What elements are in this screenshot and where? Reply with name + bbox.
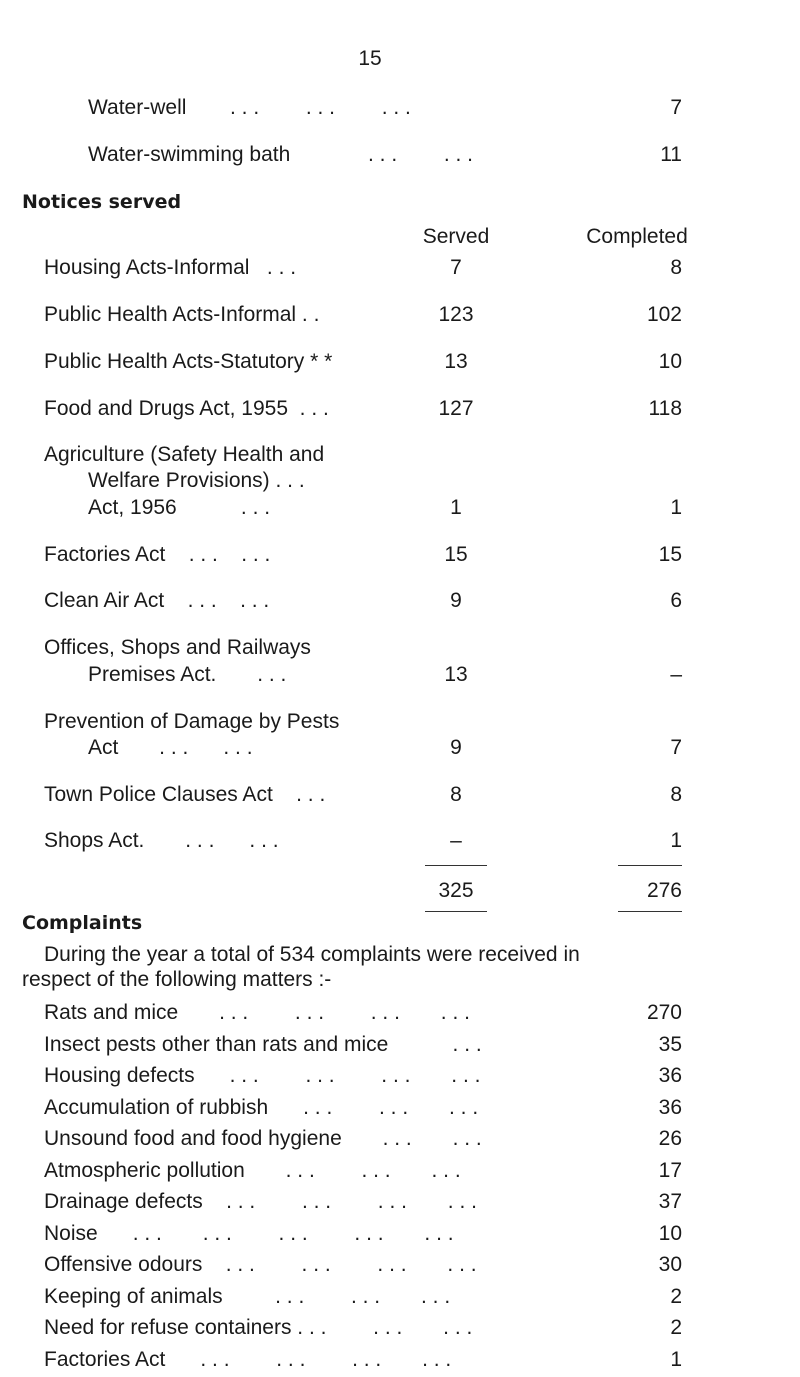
notice-row-served: 1 bbox=[450, 496, 462, 519]
page-number: 15 bbox=[358, 47, 382, 70]
complaint-row-label: Insect pests other than rats and mice . . . bbox=[44, 1033, 482, 1056]
notice-row-label: Prevention of Damage by Pests bbox=[44, 710, 340, 733]
complaints-intro-line2: respect of the following matters :- bbox=[22, 968, 332, 991]
notice-row-label: Housing Acts-Informal . . . bbox=[44, 256, 297, 279]
notice-row-label-line3: Act, 1956 . . . bbox=[88, 496, 271, 519]
served-total-rule-top bbox=[425, 865, 487, 866]
complaint-row-value: 2 bbox=[670, 1285, 682, 1308]
completed-total-rule-top bbox=[618, 865, 682, 866]
water-well-value: 7 bbox=[670, 96, 682, 119]
complaint-row-label: Need for refuse containers . . . . . . . . . bbox=[44, 1316, 473, 1339]
complaint-row-value: 26 bbox=[658, 1127, 682, 1150]
notice-row-served: 8 bbox=[450, 783, 462, 806]
notice-row-served: 9 bbox=[450, 736, 462, 759]
notice-row-served: 9 bbox=[450, 589, 462, 612]
complaint-row-value: 36 bbox=[658, 1064, 682, 1087]
complaint-row-label: Drainage defects . . . . . . . . . . . . bbox=[44, 1190, 477, 1213]
complaint-row-value: 36 bbox=[658, 1096, 682, 1119]
notice-row-served: – bbox=[450, 829, 462, 852]
complaint-row-value: 1 bbox=[670, 1348, 682, 1371]
water-swimming-bath-value: 11 bbox=[660, 143, 682, 166]
complaint-row-label: Factories Act . . . . . . . . . . . . bbox=[44, 1348, 452, 1371]
notice-row-label: Clean Air Act . . . . . . bbox=[44, 589, 270, 612]
complaint-row-value: 35 bbox=[658, 1033, 682, 1056]
complaint-row-label: Accumulation of rubbish . . . . . . . . . bbox=[44, 1096, 479, 1119]
notice-row-label: Shops Act. . . . . . . bbox=[44, 829, 279, 852]
notice-row-label: Factories Act . . . . . . bbox=[44, 543, 271, 566]
completed-column-header: Completed bbox=[586, 225, 688, 248]
served-column-header: Served bbox=[422, 225, 490, 248]
notice-row-served: 123 bbox=[438, 303, 474, 326]
notice-row-completed: 118 bbox=[648, 397, 682, 420]
notice-row-completed: 1 bbox=[670, 829, 682, 852]
completed-total-rule-bottom bbox=[618, 911, 682, 912]
notice-row-completed: 10 bbox=[658, 350, 682, 373]
served-total: 325 bbox=[438, 879, 474, 902]
complaint-row-label: Housing defects . . . . . . . . . . . . bbox=[44, 1064, 481, 1087]
complaint-row-label: Offensive odours . . . . . . . . . . . . bbox=[44, 1253, 477, 1276]
complaint-row-label: Atmospheric pollution . . . . . . . . . bbox=[44, 1159, 461, 1182]
notice-row-label-line2: Premises Act. . . . bbox=[88, 663, 287, 686]
complaint-row-label: Unsound food and food hygiene . . . . . . bbox=[44, 1127, 482, 1150]
notice-row-label-line2: Welfare Provisions) . . . bbox=[88, 469, 305, 492]
complaint-row-label: Noise . . . . . . . . . . . . . . . bbox=[44, 1222, 454, 1245]
complaint-row-value: 2 bbox=[670, 1316, 682, 1339]
complaint-row-value: 17 bbox=[658, 1159, 682, 1182]
notice-row-label: Public Health Acts-Informal . . bbox=[44, 303, 320, 326]
water-well-dots: . . . . . . . . . bbox=[230, 96, 411, 119]
served-total-rule-bottom bbox=[425, 911, 487, 912]
notice-row-completed: 15 bbox=[658, 543, 682, 566]
water-swimming-bath-dots: . . . . . . bbox=[368, 143, 474, 166]
water-well-label: Water-well bbox=[88, 96, 187, 119]
complaints-intro-line1: During the year a total of 534 complaints were received in bbox=[44, 943, 580, 966]
complaint-row-value: 270 bbox=[646, 1001, 682, 1024]
water-swimming-bath-label: Water-swimming bath bbox=[88, 143, 291, 166]
notice-row-label: Town Police Clauses Act . . . bbox=[44, 783, 326, 806]
notice-row-label: Food and Drugs Act, 1955 . . . bbox=[44, 397, 329, 420]
notice-row-completed: 8 bbox=[670, 256, 682, 279]
notice-row-label: Agriculture (Safety Health and bbox=[44, 443, 325, 466]
notice-row-label: Offices, Shops and Railways bbox=[44, 636, 311, 659]
complaint-row-label: Rats and mice . . . . . . . . . . . . bbox=[44, 1001, 470, 1024]
complaint-row-value: 37 bbox=[658, 1190, 682, 1213]
notice-row-label-line2: Act . . . . . . bbox=[88, 736, 253, 759]
notice-row-served: 13 bbox=[444, 663, 468, 686]
notice-row-served: 127 bbox=[438, 397, 474, 420]
complaints-heading: Complaints bbox=[22, 912, 143, 934]
notice-row-served: 15 bbox=[444, 543, 468, 566]
notice-row-served: 13 bbox=[444, 350, 468, 373]
notice-row-completed: 8 bbox=[670, 783, 682, 806]
notice-row-completed: 1 bbox=[670, 496, 682, 519]
complaint-row-value: 30 bbox=[658, 1253, 682, 1276]
notice-row-completed: 7 bbox=[670, 736, 682, 759]
notices-heading: Notices served bbox=[22, 191, 182, 213]
complaint-row-label: Keeping of animals . . . . . . . . . bbox=[44, 1285, 451, 1308]
complaint-row-value: 10 bbox=[658, 1222, 682, 1245]
notice-row-label: Public Health Acts-Statutory * * bbox=[44, 350, 333, 373]
notice-row-completed: 102 bbox=[646, 303, 682, 326]
notice-row-served: 7 bbox=[450, 256, 462, 279]
completed-total: 276 bbox=[646, 879, 682, 902]
notice-row-completed: – bbox=[670, 663, 682, 686]
notice-row-completed: 6 bbox=[670, 589, 682, 612]
